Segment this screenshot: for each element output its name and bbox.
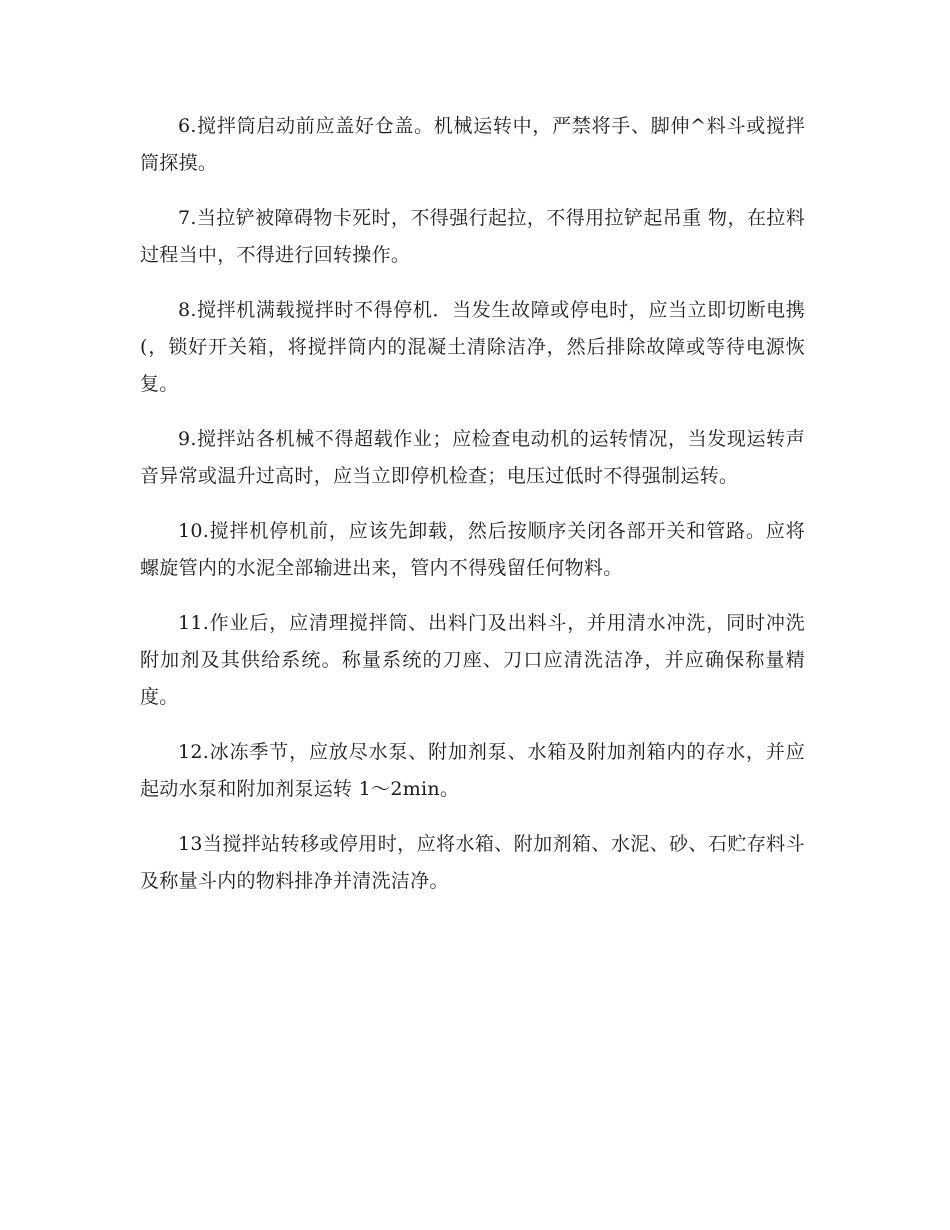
document-body [140,108,805,918]
paragraph-6: 6.搅拌筒启动前应盖好仓盖。机械运转中，严禁将手、脚伸^料斗或搅拌筒探摸。 [140,115,805,174]
paragraph-8: 8.搅拌机满载搅拌时不得停机．当发生故障或停电时，应当立即切断电携(，锁好开关箱，将搅拌筒内的混凝土清除洁净，然后排除故障或等待电源恢复。 [140,299,805,395]
paragraph-12: 12.冰冻季节，应放尽水泵、附加剂泵、水箱及附加剂箱内的存水，并应起动水泵和附加剂泵运转 1～2min。 [140,741,805,800]
paragraph-13: 13当搅拌站转移或停用时，应将水箱、附加剂箱、水泥、砂、石贮存料斗及称量斗内的物料排净并清洗洁净。 [140,833,805,892]
paragraph-7: 7.当拉铲被障碍物卡死时，不得强行起拉，不得用拉铲起吊重 物，在拉料过程当中，不得进行回转操作。 [140,207,805,266]
paragraph-11: 11.作业后，应清理搅拌筒、出料门及出料斗，并用清水冲洗，同时冲洗附加剂及其供给系统。称量系统的刀座、刀口应清洗洁净，并应确保称量精度。 [140,612,805,708]
paragraph-9: 9.搅拌站各机械不得超载作业；应检查电动机的运转情况，当发现运转声音异常或温升过高时，应当立即停机检查；电压过低时不得强制运转。 [140,428,805,487]
paragraph-10: 10.搅拌机停机前，应该先卸载，然后按顺序关闭各部开关和管路。应将螺旋管内的水泥全部输进出来，管内不得残留任何物料。 [140,520,805,579]
